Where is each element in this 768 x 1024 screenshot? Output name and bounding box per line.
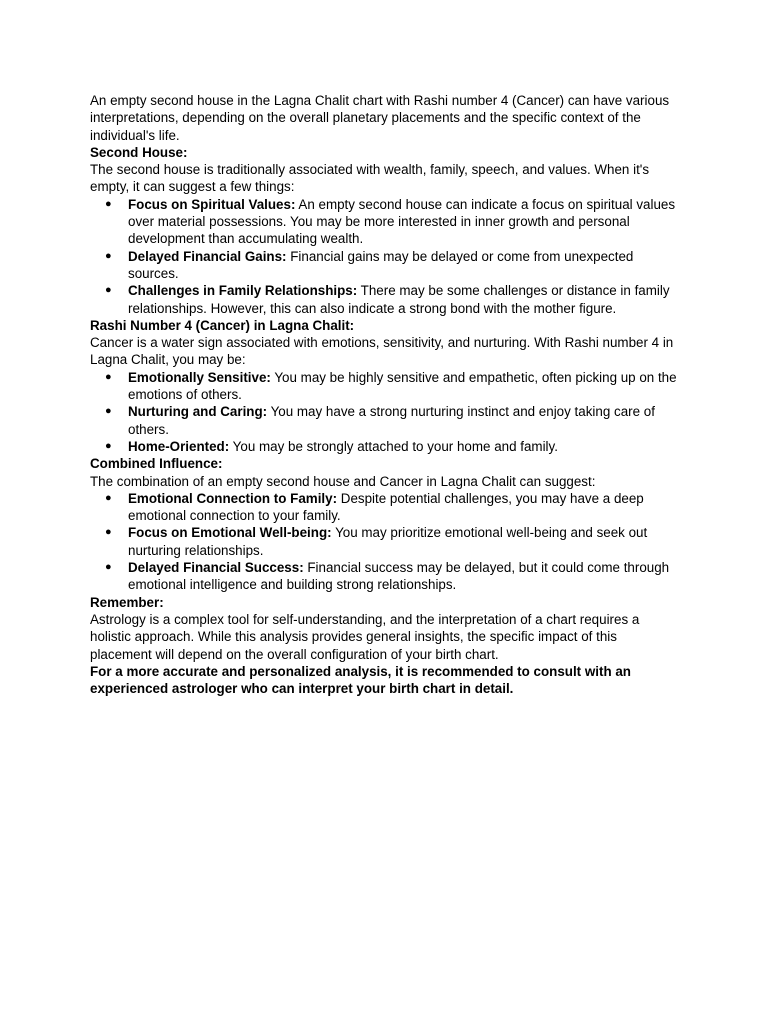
bullet-list-rashi-cancer [90, 369, 682, 455]
section-heading-combined-influence: Combined Influence: [90, 456, 223, 472]
bullet-icon: ● [105, 491, 112, 504]
document-page [90, 92, 682, 697]
closing-recommendation: For a more accurate and personalized analysis, it is recommended to consult with an experienced astrologer who can interpret your birth chart in detail. [90, 663, 631, 697]
list-item-text: You may be highly sensitive and empathetic, often picking up on the emotions of others. [128, 369, 677, 403]
list-item-title: Focus on Emotional Well-being: [128, 525, 332, 541]
bullet-icon: ● [105, 197, 112, 210]
list-item-text: You may be strongly attached to your home and family. [229, 438, 558, 454]
section-text-combined-influence: The combination of an empty second house and Cancer in Lagna Chalit can suggest: [90, 473, 596, 489]
list-item-title: Emotionally Sensitive: [128, 369, 271, 385]
list-item [90, 248, 682, 283]
bullet-icon: ● [105, 526, 112, 539]
list-item-text: Financial success may be delayed, but it could come through emotional intelligence and building strong relationships. [128, 560, 670, 593]
list-item [90, 403, 682, 438]
section-text-rashi-cancer: Cancer is a water sign associated with emotions, sensitivity, and nurturing. With Rashi number 4 in Lagna Chalit, you may be: [90, 335, 674, 368]
bullet-icon: ● [105, 405, 112, 418]
list-item [90, 490, 682, 525]
bullet-icon: ● [105, 439, 112, 452]
list-item-text: You may prioritize emotional well-being and seek out nurturing relationships. [128, 525, 648, 558]
list-item-text: An empty second house can indicate a focus on spiritual values over material possessions. You may be more interested in inner growth and personal development than accumulating wealth. [128, 196, 676, 247]
bullet-list-combined-influence [90, 490, 682, 594]
section-heading-rashi-cancer: Rashi Number 4 (Cancer) in Lagna Chalit: [90, 317, 355, 333]
intro-paragraph: An empty second house in the Lagna Chalit chart with Rashi number 4 (Cancer) can have various interpretations, depending on the overall planetary placements and the specific context of the individual's life. [90, 93, 670, 143]
list-item-title: Challenges in Family Relationships: [128, 283, 358, 299]
bullet-icon: ● [105, 370, 112, 383]
list-item [90, 559, 682, 594]
bullet-icon: ● [105, 284, 112, 297]
list-item-text: Financial gains may be delayed or come from unexpected sources. [128, 248, 634, 281]
list-item-title: Focus on Spiritual Values: [128, 196, 296, 212]
list-item [90, 438, 682, 455]
list-item-text: There may be some challenges or distance in family relationships. However, this can also indicate a strong bond with the mother figure. [128, 283, 670, 316]
bullet-icon: ● [105, 561, 112, 574]
list-item-title: Delayed Financial Gains: [128, 248, 287, 264]
bullet-icon: ● [105, 249, 112, 262]
list-item-text: Despite potential challenges, you may have a deep emotional connection to your family. [128, 490, 644, 524]
list-item [90, 282, 682, 317]
list-item [90, 369, 682, 404]
section-text-second-house: The second house is traditionally associated with wealth, family, speech, and values. When it's empty, it can suggest a few things: [90, 162, 650, 195]
list-item-text: You may have a strong nurturing instinct and enjoy taking care of others. [128, 404, 655, 437]
remember-heading: Remember: [90, 594, 164, 610]
list-item-title: Home-Oriented: [128, 438, 230, 454]
list-item [90, 524, 682, 559]
list-item-title: Nurturing and Caring: [128, 404, 268, 420]
list-item [90, 196, 682, 248]
bullet-list-second-house [90, 196, 682, 317]
remember-text: Astrology is a complex tool for self-understanding, and the interpretation of a chart requires a holistic approach. While this analysis provides general insights, the specific impact of this placement will depend on the overall configuration of your birth chart. [90, 611, 640, 662]
list-item-title: Emotional Connection to Family: [128, 490, 338, 506]
list-item-title: Delayed Financial Success: [128, 560, 304, 576]
section-heading-second-house: Second House: [90, 144, 188, 160]
